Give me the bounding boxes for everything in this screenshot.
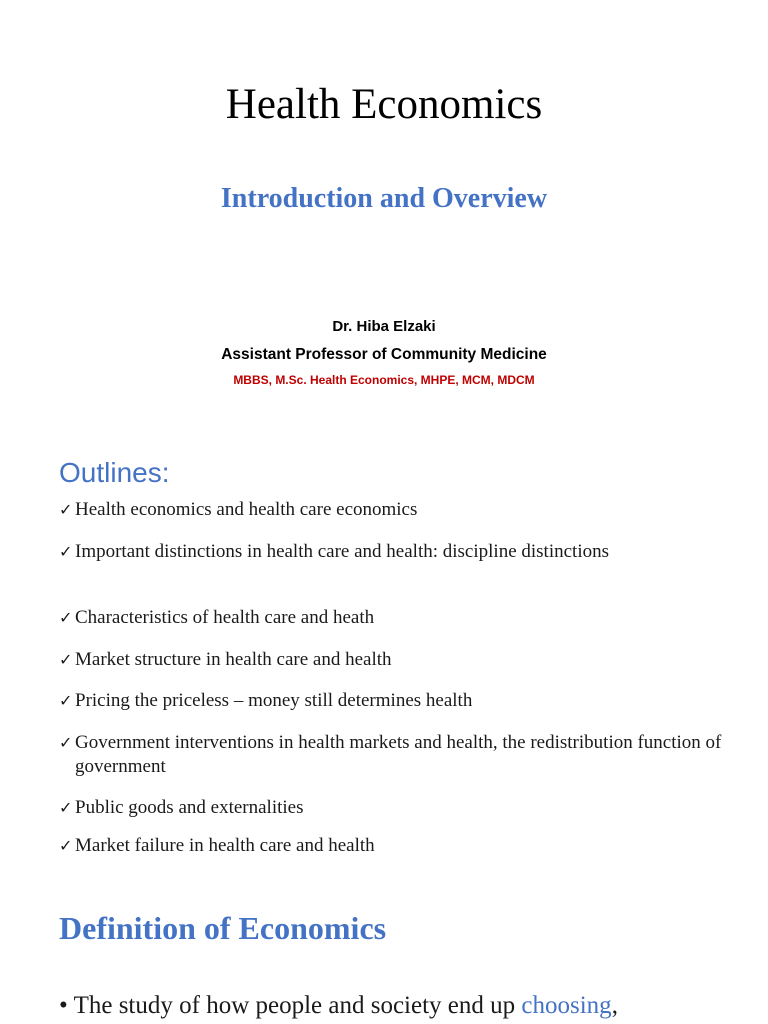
list-item-text: Health economics and health care economics (75, 499, 418, 520)
bullet-icon: • (59, 992, 68, 1019)
list-item-text: Public goods and externalities (75, 797, 304, 818)
list-item (59, 498, 735, 522)
outlines-heading: Outlines: (59, 457, 170, 488)
list-item-text: Important distinctions in health care and health: discipline distinctions (75, 541, 609, 562)
definition-text: The study of how people and society end up (73, 992, 522, 1019)
document-title: Health Economics (225, 81, 543, 128)
checkmark-icon: ✓ (59, 733, 73, 752)
checkmark-icon: ✓ (59, 691, 73, 710)
checkmark-icon: ✓ (59, 798, 73, 817)
checkmark-icon: ✓ (59, 650, 73, 669)
list-item (59, 834, 735, 858)
list-item-text: Market structure in health care and health (75, 649, 392, 670)
author-block (0, 316, 768, 390)
list-item (59, 796, 735, 820)
checkmark-icon: ✓ (59, 542, 73, 561)
author-name: Dr. Hiba Elzaki (332, 318, 436, 335)
checkmark-icon: ✓ (59, 500, 73, 519)
list-item (59, 689, 735, 713)
list-item-text: Government interventions in health markets and health, the redistribution function of government (75, 732, 722, 777)
list-item (59, 540, 735, 564)
author-position: Assistant Professor of Community Medicine (221, 346, 547, 363)
list-item (59, 606, 735, 630)
list-item-text: Pricing the priceless – money still determines health (75, 690, 473, 711)
list-item-text: Characteristics of health care and heath (75, 607, 375, 628)
list-item (59, 731, 735, 779)
definition-bullet (59, 990, 768, 1022)
list-item-text: Market failure in health care and health (75, 835, 375, 856)
author-credentials: MBBS, M.Sc. Health Economics, MHPE, MCM, MDCM (233, 373, 535, 387)
checkmark-icon: ✓ (59, 608, 73, 627)
document-subtitle: Introduction and Overview (220, 183, 548, 214)
list-item (59, 648, 735, 672)
definition-text-after: , (611, 992, 618, 1019)
definition-highlight: choosing (521, 992, 612, 1019)
checkmark-icon: ✓ (59, 836, 73, 855)
definition-heading: Definition of Economics (59, 910, 387, 946)
